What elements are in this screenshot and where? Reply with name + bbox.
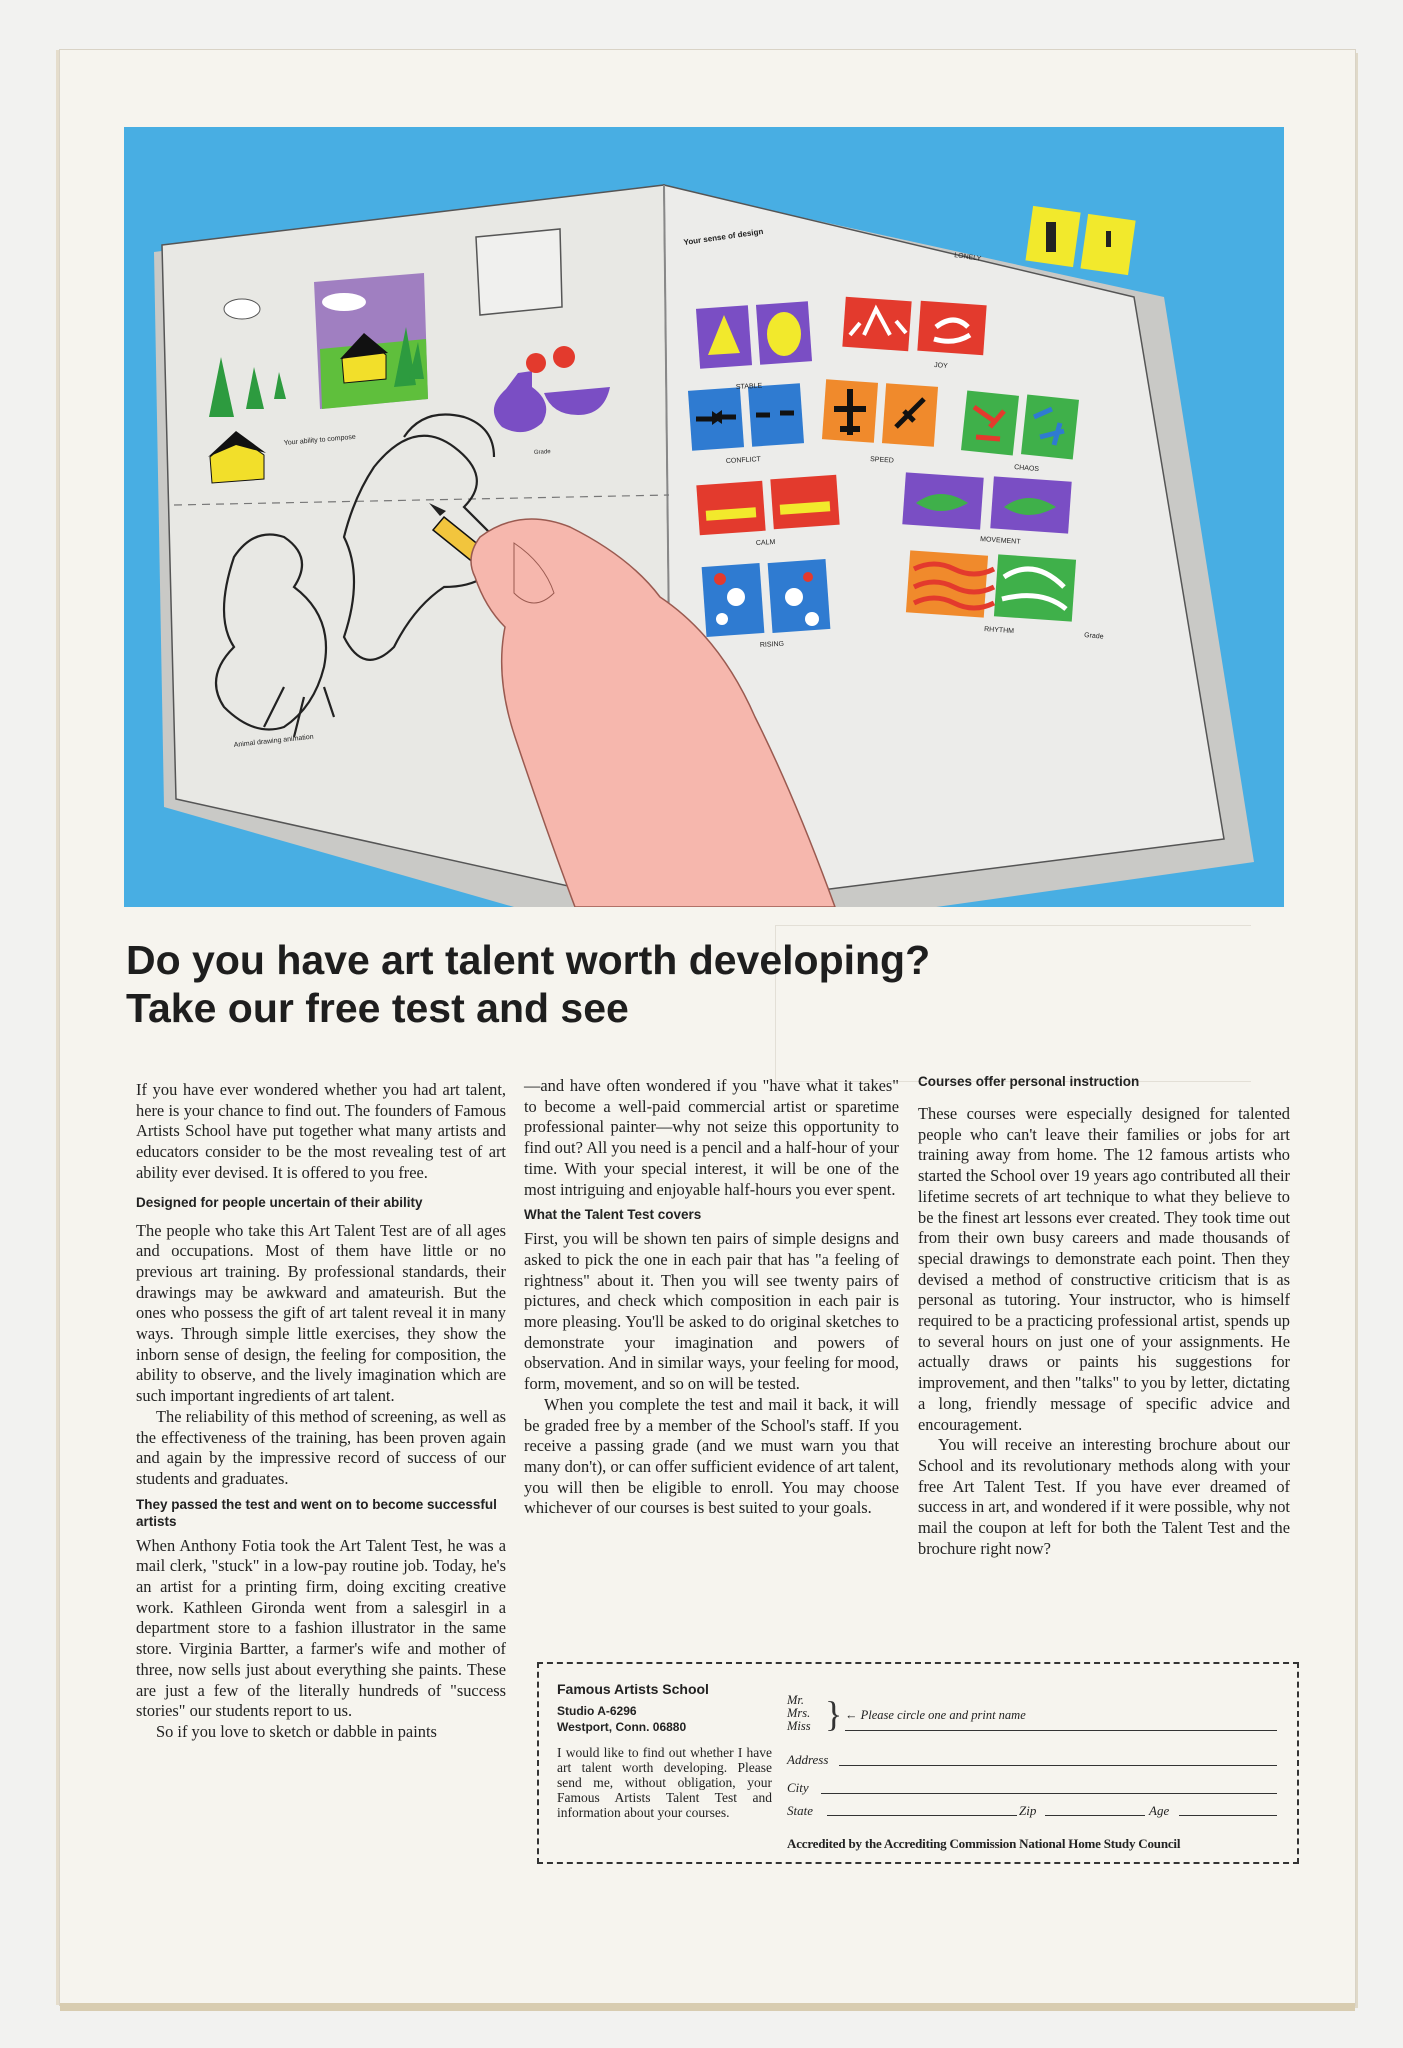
age-label: Age bbox=[1149, 1803, 1170, 1818]
salutation-mrs[interactable]: Mrs. bbox=[787, 1706, 811, 1720]
subhead-courses-offer: Courses offer personal instruction bbox=[918, 1074, 1140, 1089]
pair-word-stable: STABLE bbox=[735, 382, 763, 391]
address-line[interactable] bbox=[839, 1765, 1277, 1766]
pair-word-speed: SPEED bbox=[869, 456, 895, 465]
paragraph: First, you will be shown ten pairs of simple designs and asked to pick the one in each pair that has "a feeling of rightness" about it. Then you will see twenty pairs of pictures, and check which composition in each pair is more pleasing. You'll be asked to do original sketches to demonstrate your imagination and powers of observation. And in similar ways, your feeling for mood, form, movement, and so on will be tested. bbox=[524, 1229, 899, 1394]
paragraph: These courses were especially designed for talented people who can't leave their families or jobs for art training away from home. The 12 famous artists who started the School over 19 years ago contributed all their lifetime secrets of art technique to what they believe to be the finest art lessons ever created. They took time out from their own busy careers and made thousands of special drawings to demonstrate each point. Then they devised a method of constructive criticism that is as personal as tutoring. Your instructor, who is himself required to be a practicing professional artist, spends up to several hours on just one of your assignments. He actually draws or paints his suggestions for improvement, and then "talks" to you by letter, dictating a long, friendly message of specific advice and encouragement. bbox=[918, 1104, 1290, 1434]
name-row[interactable] bbox=[787, 1694, 1277, 1744]
compose-caption-title: Your ability to compose bbox=[283, 433, 357, 447]
paragraph: When Anthony Fotia took the Art Talent Test, he was a mail clerk, "stuck" in a low-pay routine job. Today, he's an artist for a printing firm, doing exciting creative work. Kathleen Gironda went from a salesgirl in a department store to a fashion illustrator in the same store. Virginia Bartter, a farmer's wife and mother of three, now sells just about everything she paints. These are just a few of the literally hundreds of "success stories" our students report to us. bbox=[136, 1535, 506, 1721]
mail-in-coupon[interactable] bbox=[537, 1662, 1299, 1864]
coupon-request-text: I would like to find out whether I have art talent worth developing. Please send me, without obligation, your Famous Artists Talent Test and information about your courses. bbox=[557, 1745, 772, 1820]
name-line[interactable] bbox=[845, 1730, 1277, 1731]
empty-compose-box bbox=[476, 229, 562, 315]
city-label: City bbox=[787, 1780, 809, 1795]
headline-line-2: Take our free test and see bbox=[126, 985, 629, 1031]
subhead-designed-for: Designed for people uncertain of their ability bbox=[136, 1194, 423, 1210]
state-zip-age-row[interactable] bbox=[787, 1800, 1277, 1822]
city-line[interactable] bbox=[821, 1793, 1277, 1794]
age-line[interactable] bbox=[1179, 1815, 1277, 1816]
left-grade-label: Grade bbox=[533, 449, 551, 456]
coupon-address-block bbox=[557, 1682, 772, 1820]
arrow-left-icon: ← bbox=[845, 1708, 861, 1722]
brace-icon: } bbox=[825, 1694, 843, 1734]
article-column-3 bbox=[918, 1073, 1290, 1559]
headline-line-1: Do you have art talent worth developing? bbox=[126, 937, 931, 983]
address-label: Address bbox=[787, 1752, 829, 1767]
right-grade-label: Grade bbox=[1083, 632, 1104, 641]
article-column-1 bbox=[136, 1080, 506, 1743]
salutation-miss[interactable]: Miss bbox=[787, 1719, 811, 1733]
subhead-they-passed: They passed the test and went on to become successful artists bbox=[136, 1496, 497, 1529]
pair-word-rising: RISING bbox=[759, 640, 785, 649]
article-column-2 bbox=[524, 1076, 899, 1519]
coupon-city-line: Westport, Conn. 06880 bbox=[557, 1720, 687, 1734]
animal-caption-title: Animal drawing animation bbox=[233, 733, 314, 749]
pair-word-lonely: LONELY bbox=[953, 252, 982, 263]
pair-word-joy: JOY bbox=[933, 362, 948, 370]
state-label: State bbox=[787, 1803, 813, 1818]
paragraph: You will receive an interesting brochure about our School and its revolutionary methods along with your free Art Talent Test. If you have ever dreamed of success in art, and wondered if it were possible, why not mail the coupon at left for both the Talent Test and the brochure right now? bbox=[918, 1435, 1290, 1558]
paragraph: If you have ever wondered whether you had art talent, here is your chance to find out. The founders of Famous Artists School have put together what many artists and educators consider to be the most revealing test of art ability ever devised. It is offered to you free. bbox=[136, 1080, 506, 1182]
paragraph: So if you love to sketch or dabble in paints bbox=[156, 1721, 437, 1741]
salutation-options[interactable] bbox=[787, 1694, 811, 1733]
paragraph: The people who take this Art Talent Test are of all ages and occupations. Most of them have little or no previous art training. By professional standards, their drawings may be awkward and amateurish. But the ones who possess the gift of art talent reveal it in many ways. Through simple little exercises, they show the inborn sense of design, the feeling for composition, the ability to observe, and the lively imagination which are such important ingredients of art talent. bbox=[136, 1220, 506, 1406]
design-title: Your sense of design bbox=[683, 226, 764, 247]
accreditation-note: Accredited by the Accrediting Commission National Home Study Council bbox=[787, 1836, 1181, 1851]
coupon-school-name: Famous Artists School bbox=[557, 1681, 709, 1697]
address-row[interactable] bbox=[787, 1744, 1277, 1772]
state-line[interactable] bbox=[827, 1815, 1017, 1816]
pair-word-conflict: CONFLICT bbox=[725, 456, 762, 465]
salutation-mr[interactable]: Mr. bbox=[787, 1693, 805, 1707]
pair-word-calm: CALM bbox=[755, 538, 776, 547]
paragraph: The reliability of this method of screening, as well as the effectiveness of the training, has been proven again and again by the impressive record of success of our students and graduates. bbox=[136, 1406, 506, 1488]
headline bbox=[126, 936, 1226, 1032]
pair-word-movement: MOVEMENT bbox=[979, 536, 1021, 546]
art-test-illustration bbox=[124, 127, 1284, 907]
subhead-what-test-covers: What the Talent Test covers bbox=[524, 1207, 702, 1223]
paragraph: —and have often wondered if you "have what it takes" to become a well-paid commercial artist or sparetime professional painter—why not seize this opportunity to find out? All you need is a pencil and a half-hour of your time. With your special interest, it will be one of the most intriguing and enjoyable half-hours you ever spent. bbox=[524, 1076, 899, 1199]
pair-word-rhythm: RHYTHM bbox=[983, 626, 1015, 636]
composed-landscape bbox=[314, 273, 428, 409]
zip-label: Zip bbox=[1019, 1803, 1037, 1818]
city-row[interactable] bbox=[787, 1772, 1277, 1800]
page-bottom-edge bbox=[60, 2003, 1355, 2011]
coupon-form bbox=[787, 1694, 1277, 1822]
paragraph: When you complete the test and mail it back, it will be graded free by a member of the School's staff. If you receive a passing grade (and we must warn you that many don't), or can offer sufficient evidence of art talent, you will then be eligible to enroll. You may choose whichever of our courses is best suited to your goals. bbox=[524, 1394, 899, 1518]
lonely-pair bbox=[1025, 206, 1135, 275]
coupon-studio: Studio A-6296 bbox=[557, 1704, 637, 1718]
circle-hint: ← Please circle one and print name bbox=[845, 1708, 1026, 1722]
pair-word-chaos: CHAOS bbox=[1013, 464, 1040, 474]
zip-line[interactable] bbox=[1045, 1815, 1145, 1816]
